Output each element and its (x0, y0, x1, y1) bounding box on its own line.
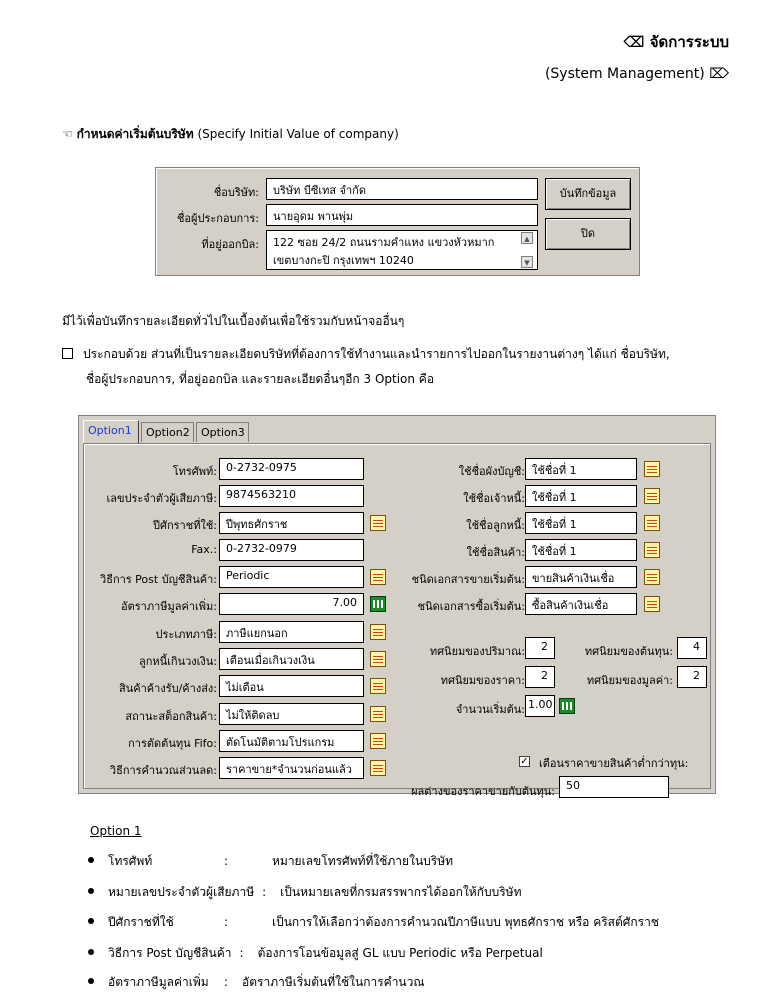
company-info-dialog (155, 167, 640, 276)
price-decimal-field[interactable]: 2 (525, 666, 555, 688)
left-field-value[interactable]: 9874563210 (219, 485, 364, 507)
left-field-value[interactable]: 0-2732-0979 (219, 539, 364, 561)
cost-decimal-label: ทศนิยมของต้นทุน: (584, 645, 673, 658)
left-field-value[interactable]: เตือนเมื่อเกินวงเงิน (219, 648, 364, 670)
operator-name-field[interactable]: นายอุดม พานพุ่ม (266, 204, 538, 226)
item-description: หมายเลขโทรศัพท์ที่ใช้ภายในบริษัท (272, 854, 454, 868)
item-separator: : (262, 885, 267, 899)
bullet-dot-icon (88, 857, 94, 863)
company-name-label: ชื่อบริษัท: (213, 186, 259, 199)
lookup-document-icon[interactable] (644, 488, 660, 504)
start-qty-field[interactable]: 1.00 (525, 695, 555, 717)
lookup-document-icon[interactable] (370, 678, 386, 694)
lookup-document-icon[interactable] (370, 733, 386, 749)
address-line-1: 122 ซอย 24/2 ถนนรามคำแหง แขวงหัวหมาก (273, 236, 495, 249)
left-field-label: การตัดต้นทุน Fifo: (128, 737, 217, 750)
right-field-label: ใช้ชื่อเจ้าหนี้: (463, 492, 525, 505)
bullet-dot-icon (88, 978, 94, 984)
left-field-label: วิธีการ Post บัญชีสินค้า: (100, 573, 217, 586)
bullet-text-line-2: ชื่อผู้ประกอบการ, ที่อยู่ออกบิล และรายละเอียดอื่นๆอีก 3 Option คือ (86, 372, 435, 386)
left-field-value[interactable]: ภาษีแยกนอก (219, 621, 364, 643)
right-field-label: ชนิดเอกสารขายเริ่มต้น: (411, 573, 525, 586)
bullet-dot-icon (88, 949, 94, 955)
save-button[interactable]: บันทึกข้อมูล (545, 178, 631, 210)
left-field-value[interactable]: ปีพุทธศักราช (219, 512, 364, 534)
left-field-label: ลูกหนี้เกินวงเงิน: (138, 655, 217, 668)
address-line-2: เขตบางกะปิ กรุงเทพฯ 10240 (273, 254, 414, 267)
checkbox-bullet-icon (62, 348, 73, 359)
right-field-value[interactable]: ซื้อสินค้าเงินเชื่อ (525, 593, 637, 615)
lookup-document-icon[interactable] (644, 461, 660, 477)
right-field-label: ชนิดเอกสารซื้อเริ่มต้น: (417, 600, 525, 613)
warn-below-cost-label: เตือนราคาขายสินค้าต่ำกว่าทุน: (539, 757, 689, 770)
section-title-thai: กำหนดค่าเริ่มต้นบริษัท (76, 127, 194, 141)
item-term: วิธีการ Post บัญชีสินค้า (108, 946, 232, 960)
close-button[interactable]: ปิด (545, 218, 631, 250)
tab-option1[interactable]: Option1 (83, 420, 139, 443)
operator-name-label: ชื่อผู้ประกอบการ: (176, 212, 259, 225)
bullet-item (62, 345, 670, 364)
billing-address-field[interactable] (266, 230, 538, 270)
value-decimal-label: ทศนิยมของมูลค่า: (586, 674, 673, 687)
left-field-label: สถานะสต็อกสินค้า: (125, 710, 217, 723)
item-separator: : (224, 854, 229, 868)
left-field-label: ปีศักราชที่ใช้: (153, 519, 217, 532)
price-cost-diff-field[interactable]: 50 (559, 776, 669, 798)
company-name-field[interactable]: บริษัท บีซีเทส จำกัด (266, 178, 538, 200)
item-separator: : (224, 975, 229, 989)
pointing-hand-icon: ☜ (62, 127, 73, 141)
left-field-value[interactable]: Periodic (219, 566, 364, 588)
value-decimal-field[interactable]: 2 (677, 666, 707, 688)
page-title-english: (System Management) ⌦ (544, 66, 729, 82)
tab-option3[interactable]: Option3 (196, 422, 249, 442)
bullet-dot-icon (88, 918, 94, 924)
lookup-document-icon[interactable] (370, 569, 386, 585)
warn-below-cost-checkbox[interactable]: ✓ (520, 756, 529, 767)
item-description: ต้องการโอนข้อมูลสู่ GL แบบ Periodic หรือ Perpetual (257, 946, 543, 960)
left-field-label: Fax.: (191, 543, 217, 556)
option1-list-item (88, 883, 521, 902)
item-term: หมายเลขประจำตัวผู้เสียภาษี (108, 885, 255, 899)
lookup-document-icon[interactable] (644, 542, 660, 558)
option1-list-item (88, 913, 659, 932)
left-field-label: สินค้าค้างรับ/ค้างส่ง: (119, 682, 217, 695)
option1-list-item (88, 944, 543, 963)
item-description: เป็นการให้เลือกว่าต้องการคำนวณปีภาษีแบบ พุทธศักราช หรือ คริสต์ศักราช (272, 915, 659, 929)
right-field-value[interactable]: ใช้ชื่อที่ 1 (525, 485, 637, 507)
right-field-label: ใช้ชื่อผังบัญชี: (458, 465, 525, 478)
right-field-value[interactable]: ใช้ชื่อที่ 1 (525, 458, 637, 480)
calculator-icon[interactable] (559, 698, 575, 714)
lookup-document-icon[interactable] (644, 515, 660, 531)
item-description: เป็นหมายเลขที่กรมสรรพากรได้ออกให้กับบริษัท (280, 885, 522, 899)
right-field-value[interactable]: ขายสินค้าเงินเชื่อ (525, 566, 637, 588)
lookup-document-icon[interactable] (370, 651, 386, 667)
left-field-value[interactable]: 7.00 (219, 593, 364, 615)
options-dialog (78, 415, 716, 798)
calculator-icon[interactable] (370, 596, 386, 612)
qty-decimal-label: ทศนิยมของปริมาณ: (429, 645, 525, 658)
section-title-english: (Specify Initial Value of company) (197, 127, 399, 141)
left-field-value[interactable]: ราคาขาย*จำนวนก่อนแล้ว (219, 757, 364, 779)
left-field-label: วิธีการคำนวณส่วนลด: (109, 764, 217, 777)
lookup-document-icon[interactable] (644, 596, 660, 612)
left-field-value[interactable]: 0-2732-0975 (219, 458, 364, 480)
lookup-document-icon[interactable] (370, 515, 386, 531)
bullet-text-line-1: ประกอบด้วย ส่วนที่เป็นรายละเอียดบริษัทที่ต้องการใช้ทำงานและนำรายการไปออกในรายงานต่างๆ ได้แก่ ชื่อบริษัท, (83, 347, 670, 361)
left-field-label: เลขประจำตัวผู้เสียภาษี: (106, 492, 217, 505)
price-decimal-label: ทศนิยมของราคา: (440, 674, 525, 687)
price-cost-diff-label: ผลต่างของราคาขายกับต้นทุน: (411, 785, 555, 798)
right-field-value[interactable]: ใช้ชื่อที่ 1 (525, 512, 637, 534)
left-field-value[interactable]: ไม่เตือน (219, 675, 364, 697)
left-field-value[interactable]: ไม่ให้ติดลบ (219, 703, 364, 725)
option1-heading: Option 1 (90, 824, 142, 838)
section-heading (62, 125, 399, 144)
scroll-down-icon[interactable]: ▼ (521, 256, 533, 268)
right-field-value[interactable]: ใช้ชื่อที่ 1 (525, 539, 637, 561)
option1-list-item (88, 852, 453, 871)
tab-option2[interactable]: Option2 (141, 422, 194, 442)
item-description: อัตราภาษีเริ่มต้นที่ใช้ในการคำนวณ (242, 975, 425, 989)
left-field-label: อัตราภาษีมูลค่าเพิ่ม: (120, 600, 217, 613)
option1-list-item (88, 973, 425, 992)
item-term: ปีศักราชที่ใช้ (108, 915, 174, 929)
right-field-label: ใช้ชื่อสินค้า: (466, 546, 525, 559)
left-field-value[interactable]: ตัดโนมัติตามโปรแกรม (219, 730, 364, 752)
lookup-document-icon[interactable] (644, 569, 660, 585)
left-field-label: โทรศัพท์: (172, 465, 217, 478)
left-field-label: ประเภทภาษี: (155, 628, 217, 641)
item-term: โทรศัพท์ (108, 854, 153, 868)
lookup-document-icon[interactable] (370, 624, 386, 640)
lookup-document-icon[interactable] (370, 760, 386, 776)
item-term: อัตราภาษีมูลค่าเพิ่ม (108, 975, 209, 989)
billing-address-label: ที่อยู่ออกบิล: (201, 238, 259, 251)
scroll-up-icon[interactable]: ▲ (521, 232, 533, 244)
item-separator: : (239, 946, 244, 960)
lookup-document-icon[interactable] (370, 706, 386, 722)
page-title-thai: ⌫ จัดการระบบ (623, 33, 729, 51)
bullet-dot-icon (88, 888, 94, 894)
qty-decimal-field[interactable]: 2 (525, 637, 555, 659)
start-qty-label: จำนวนเริ่มต้น: (455, 703, 525, 716)
cost-decimal-field[interactable]: 4 (677, 637, 707, 659)
item-separator: : (224, 915, 229, 929)
right-field-label: ใช้ชื่อลูกหนี้: (466, 519, 525, 532)
description-text: มีไว้เพื่อบันทึกรายละเอียดทั่วไปในเบื้องต้นเพื่อใช้รวมกับหน้าจออื่นๆ (62, 314, 405, 328)
